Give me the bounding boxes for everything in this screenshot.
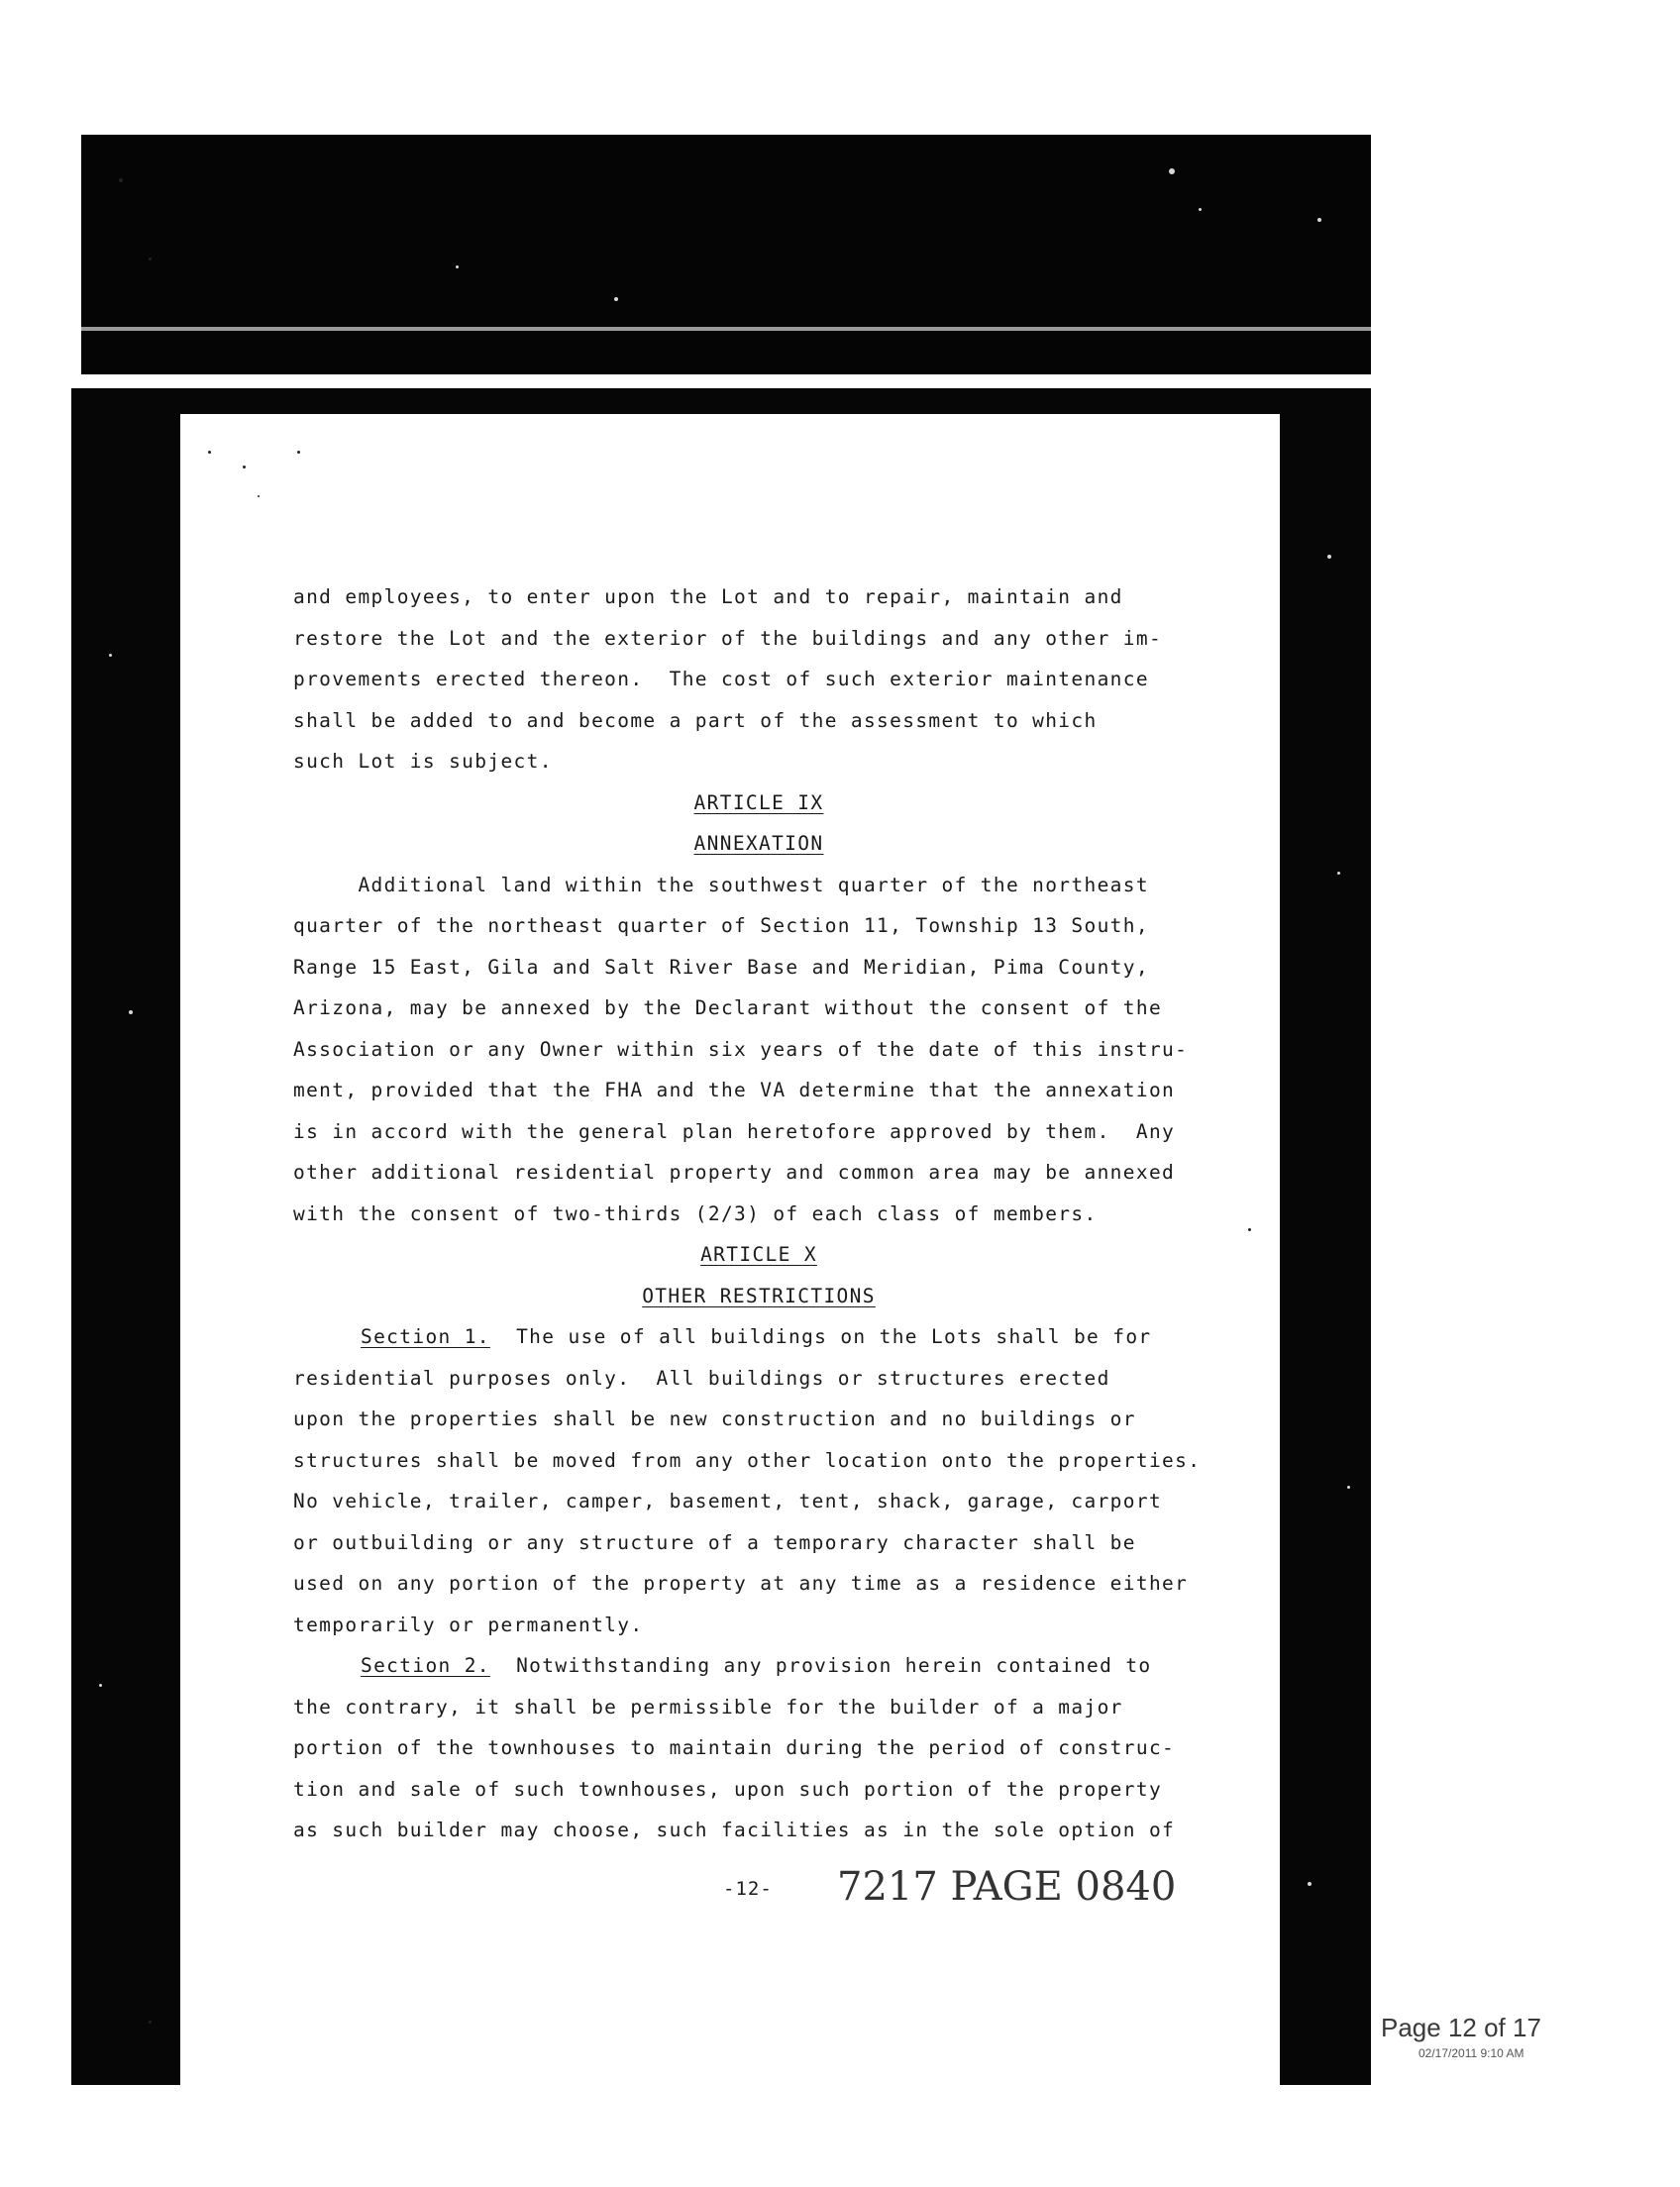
body-line: provements erected thereon. The cost of such exterior maintenance [293, 668, 1149, 690]
body-line: Arizona, may be annexed by the Declarant without the consent of the [293, 996, 1163, 1019]
noise-speck [297, 451, 300, 454]
noise-speck [99, 1684, 102, 1687]
body-line: used on any portion of the property at any time as a residence either [293, 1572, 1189, 1595]
noise-speck [1317, 218, 1321, 222]
scan-frame-top [81, 135, 1371, 380]
print-timestamp: 02/17/2011 9:10 AM [1418, 2046, 1524, 2060]
body-line: Additional land within the southwest quarter of the northeast [293, 873, 1149, 896]
heading-text: ANNEXATION [693, 832, 824, 855]
heading-text: OTHER RESTRICTIONS [642, 1284, 876, 1307]
noise-speck [149, 2021, 152, 2024]
body-line: as such builder may choose, such facilities as in the sole option of [293, 1819, 1176, 1841]
body-line: ment, provided that the FHA and the VA determine that the annexation [293, 1079, 1176, 1101]
body-line: the contrary, it shall be permissible for the builder of a major [293, 1695, 1123, 1718]
document-body [293, 576, 1224, 1851]
noise-speck [614, 297, 618, 301]
section-line [293, 1316, 1224, 1358]
noise-speck [1337, 872, 1340, 875]
noise-speck [1327, 555, 1331, 559]
noise-speck [109, 654, 112, 657]
recording-stamp: 7217 PAGE 0840 [837, 1864, 1177, 1910]
body-line: and employees, to enter upon the Lot and to repair, maintain and [293, 585, 1123, 608]
section-line [293, 1645, 1224, 1687]
body-line: upon the properties shall be new construction and no buildings or [293, 1407, 1136, 1430]
noise-speck [1347, 1486, 1350, 1489]
page-number: -12- [723, 1878, 773, 1900]
body-line: tion and sale of such townhouses, upon such portion of the property [293, 1777, 1163, 1801]
body-line: quarter of the northeast quarter of Section 11, Township 13 South, [293, 914, 1149, 937]
section-label: Section 2. [361, 1654, 490, 1677]
noise-speck [1308, 1882, 1312, 1886]
page-counter: Page 12 of 17 [1381, 2013, 1541, 2042]
noise-speck [243, 466, 246, 469]
noise-speck [456, 265, 459, 268]
body-line: is in accord with the general plan heretofore approved by them. Any [293, 1119, 1176, 1143]
noise-speck [119, 178, 123, 182]
body-line: other additional residential property and common area may be annexed [293, 1161, 1176, 1184]
noise-speck [1169, 168, 1175, 174]
body-line: temporarily or permanently. [293, 1613, 644, 1636]
heading-text: ARTICLE IX [693, 790, 824, 814]
noise-speck [258, 495, 260, 497]
section-text: Notwithstanding any provision herein contained to [489, 1654, 1152, 1677]
body-line: structures shall be moved from any other location onto the properties. [293, 1448, 1202, 1472]
article-heading [293, 823, 1224, 865]
article-heading [293, 1234, 1224, 1276]
body-line: or outbuilding or any structure of a temporary character shall be [293, 1530, 1136, 1554]
body-line: No vehicle, trailer, camper, basement, tent, shack, garage, carport [293, 1490, 1163, 1512]
body-line: restore the Lot and the exterior of the buildings and any other im- [293, 626, 1163, 650]
body-line: shall be added to and become a part of the assessment to which [293, 708, 1098, 732]
body-line: portion of the townhouses to maintain during the period of construc- [293, 1736, 1176, 1759]
body-line: with the consent of two-thirds (2/3) of each class of members. [293, 1201, 1098, 1225]
noise-speck [1248, 1228, 1251, 1231]
body-line: such Lot is subject. [293, 750, 553, 773]
heading-text: ARTICLE X [700, 1243, 817, 1266]
body-line: Range 15 East, Gila and Salt River Base and Meridian, Pima County, [293, 955, 1149, 979]
noise-speck [208, 451, 211, 454]
article-heading [293, 1276, 1224, 1317]
scan-frame-rule [81, 327, 1371, 331]
article-heading [293, 782, 1224, 824]
noise-speck [129, 1010, 133, 1014]
noise-speck [149, 258, 152, 260]
section-text: The use of all buildings on the Lots shall be for [489, 1325, 1152, 1348]
scan-frame-gap [81, 374, 1371, 386]
body-line: residential purposes only. All buildings or structures erected [293, 1366, 1110, 1390]
body-line: Association or any Owner within six years of the date of this instru- [293, 1037, 1189, 1061]
noise-speck [1199, 208, 1202, 211]
section-label: Section 1. [361, 1325, 490, 1348]
